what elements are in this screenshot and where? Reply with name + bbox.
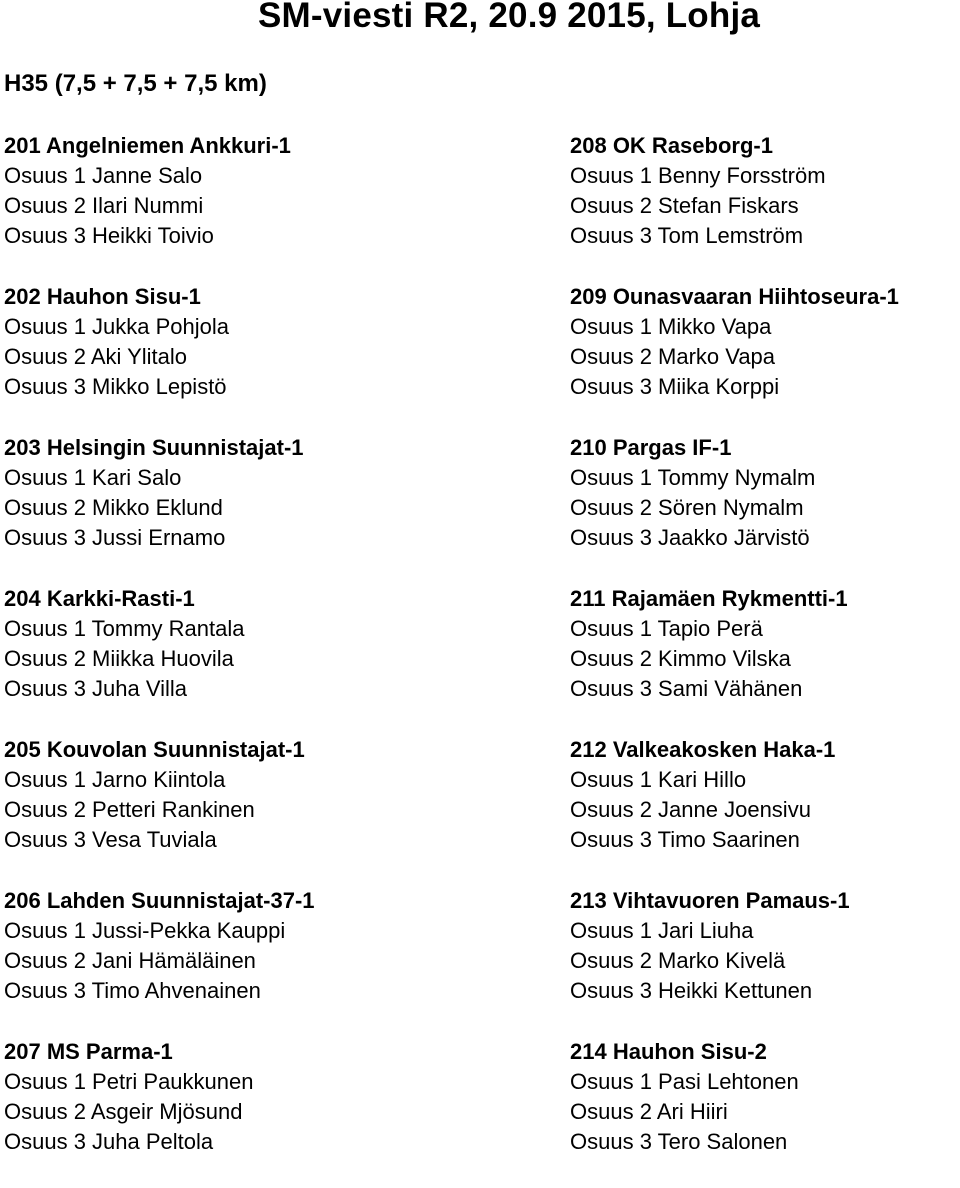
leg-runner: Osuus 1 Tommy Nymalm bbox=[570, 465, 816, 490]
leg-runner: Osuus 3 Timo Ahvenainen bbox=[4, 978, 261, 1003]
team-block bbox=[570, 584, 960, 735]
leg-runner: Osuus 2 Miikka Huovila bbox=[4, 646, 234, 671]
leg-runner: Osuus 1 Jussi-Pekka Kauppi bbox=[4, 918, 286, 943]
team-block bbox=[4, 1037, 484, 1188]
team-name: 204 Karkki-Rasti-1 bbox=[4, 586, 195, 611]
leg-runner: Osuus 1 Jari Liuha bbox=[570, 918, 754, 943]
team-block bbox=[4, 131, 484, 282]
team-name: 207 MS Parma-1 bbox=[4, 1039, 173, 1064]
leg-runner: Osuus 3 Heikki Kettunen bbox=[570, 978, 813, 1003]
leg-runner: Osuus 3 Miika Korppi bbox=[570, 374, 780, 399]
team-name: 202 Hauhon Sisu-1 bbox=[4, 284, 201, 309]
leg-runner: Osuus 2 Ilari Nummi bbox=[4, 193, 204, 218]
team-block bbox=[570, 1037, 960, 1188]
leg-runner: Osuus 1 Pasi Lehtonen bbox=[570, 1069, 799, 1094]
leg-runner: Osuus 1 Benny Forsström bbox=[570, 163, 826, 188]
team-name: 212 Valkeakosken Haka-1 bbox=[570, 737, 836, 762]
class-label: H35 (7,5 + 7,5 + 7,5 km) bbox=[4, 70, 267, 97]
team-block bbox=[570, 886, 960, 1037]
leg-runner: Osuus 3 Timo Saarinen bbox=[570, 827, 800, 852]
team-name: 209 Ounasvaaran Hiihtoseura-1 bbox=[570, 284, 899, 309]
leg-runner: Osuus 2 Marko Vapa bbox=[570, 344, 776, 369]
leg-runner: Osuus 3 Vesa Tuviala bbox=[4, 827, 217, 852]
leg-runner: Osuus 3 Juha Peltola bbox=[4, 1129, 214, 1154]
team-name: 211 Rajamäen Rykmentti-1 bbox=[570, 586, 848, 611]
team-name: 213 Vihtavuoren Pamaus-1 bbox=[570, 888, 850, 913]
leg-runner: Osuus 1 Jukka Pohjola bbox=[4, 314, 230, 339]
leg-runner: Osuus 2 Sören Nymalm bbox=[570, 495, 804, 520]
leg-runner: Osuus 2 Asgeir Mjösund bbox=[4, 1099, 243, 1124]
team-name: 206 Lahden Suunnistajat-37-1 bbox=[4, 888, 315, 913]
team-name: 214 Hauhon Sisu-2 bbox=[570, 1039, 767, 1064]
team-block bbox=[4, 433, 484, 584]
leg-runner: Osuus 1 Mikko Vapa bbox=[570, 314, 772, 339]
leg-runner: Osuus 3 Jussi Ernamo bbox=[4, 525, 226, 550]
leg-runner: Osuus 3 Tero Salonen bbox=[570, 1129, 788, 1154]
leg-runner: Osuus 2 Kimmo Vilska bbox=[570, 646, 791, 671]
team-block bbox=[4, 282, 484, 433]
leg-runner: Osuus 2 Aki Ylitalo bbox=[4, 344, 188, 369]
leg-runner: Osuus 3 Sami Vähänen bbox=[570, 676, 803, 701]
team-block bbox=[570, 131, 960, 282]
team-block bbox=[570, 433, 960, 584]
right-team-column bbox=[570, 131, 960, 1188]
leg-runner: Osuus 3 Juha Villa bbox=[4, 676, 188, 701]
leg-runner: Osuus 1 Kari Hillo bbox=[570, 767, 747, 792]
team-block bbox=[570, 735, 960, 886]
leg-runner: Osuus 3 Jaakko Järvistö bbox=[570, 525, 810, 550]
leg-runner: Osuus 1 Kari Salo bbox=[4, 465, 182, 490]
leg-runner: Osuus 1 Tapio Perä bbox=[570, 616, 763, 641]
leg-runner: Osuus 1 Jarno Kiintola bbox=[4, 767, 226, 792]
leg-runner: Osuus 2 Petteri Rankinen bbox=[4, 797, 255, 822]
leg-runner: Osuus 1 Janne Salo bbox=[4, 163, 203, 188]
page-title: SM-viesti R2, 20.9 2015, Lohja bbox=[258, 0, 761, 35]
leg-runner: Osuus 2 Jani Hämäläinen bbox=[4, 948, 256, 973]
leg-runner: Osuus 2 Mikko Eklund bbox=[4, 495, 223, 520]
leg-runner: Osuus 2 Stefan Fiskars bbox=[570, 193, 799, 218]
leg-runner: Osuus 2 Marko Kivelä bbox=[570, 948, 786, 973]
team-name: 205 Kouvolan Suunnistajat-1 bbox=[4, 737, 305, 762]
leg-runner: Osuus 2 Ari Hiiri bbox=[570, 1099, 728, 1124]
team-name: 201 Angelniemen Ankkuri-1 bbox=[4, 133, 291, 158]
leg-runner: Osuus 2 Janne Joensivu bbox=[570, 797, 811, 822]
team-name: 210 Pargas IF-1 bbox=[570, 435, 732, 460]
team-block bbox=[4, 584, 484, 735]
leg-runner: Osuus 3 Heikki Toivio bbox=[4, 223, 214, 248]
team-name: 208 OK Raseborg-1 bbox=[570, 133, 773, 158]
leg-runner: Osuus 3 Tom Lemström bbox=[570, 223, 804, 248]
leg-runner: Osuus 1 Tommy Rantala bbox=[4, 616, 245, 641]
team-name: 203 Helsingin Suunnistajat-1 bbox=[4, 435, 304, 460]
leg-runner: Osuus 1 Petri Paukkunen bbox=[4, 1069, 254, 1094]
left-team-column bbox=[4, 131, 484, 1188]
leg-runner: Osuus 3 Mikko Lepistö bbox=[4, 374, 227, 399]
team-block bbox=[4, 886, 484, 1037]
team-block bbox=[4, 735, 484, 886]
team-block bbox=[570, 282, 960, 433]
